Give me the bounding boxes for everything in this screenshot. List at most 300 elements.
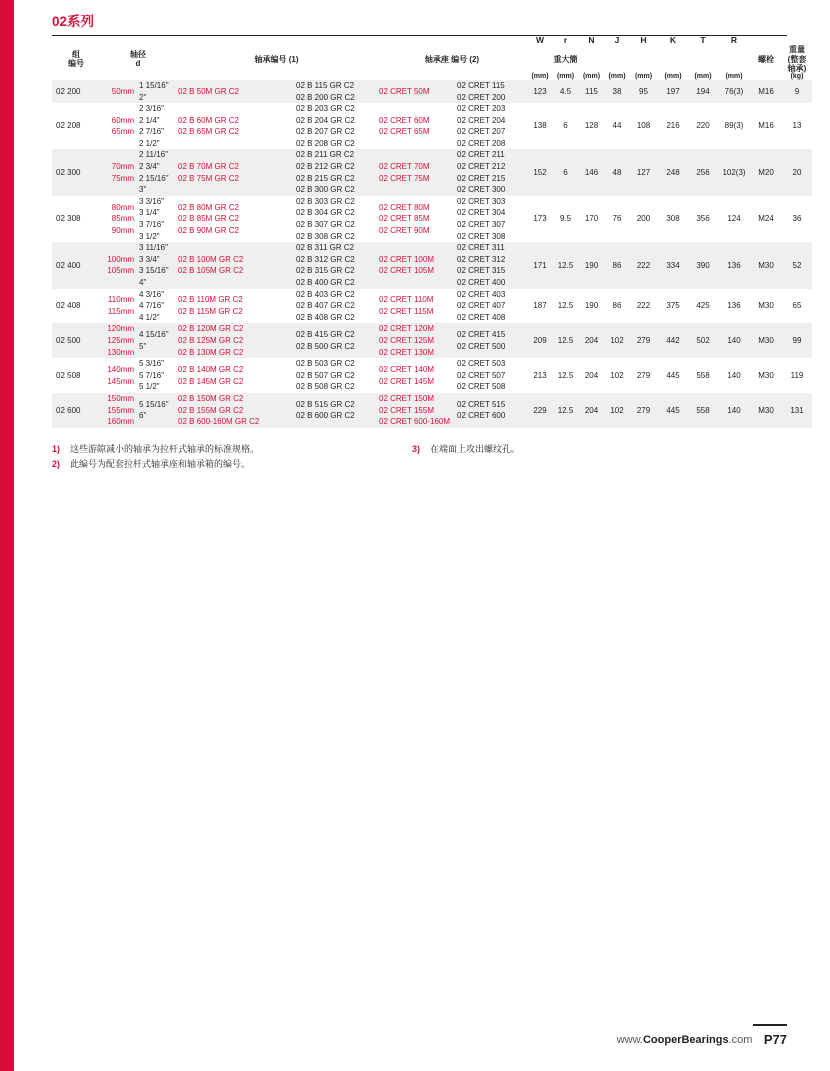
row-housing-number-2 <box>377 289 455 324</box>
row-dim-H-line: 127 <box>636 167 651 177</box>
row-housing-number-1-line: 02 B 303 GR C2 <box>296 196 355 206</box>
row-dim-J-line: 86 <box>612 260 622 270</box>
row-bearing-number-line: 02 B 125M GR C2 <box>178 335 244 345</box>
row-dim-bolt-line: M30 <box>758 370 774 380</box>
row-dim-r-line: 12.5 <box>557 405 574 415</box>
row-bore-mm <box>100 358 136 393</box>
row-bore-mm-line: 90mm <box>111 225 134 235</box>
row-group-number <box>52 103 100 149</box>
row-housing-number-1 <box>294 80 377 103</box>
row-dim-W-line: 213 <box>533 370 547 380</box>
row-dim-r-line: 4.5 <box>559 86 572 96</box>
row-bearing-number-line: 02 B 50M GR C2 <box>178 86 239 96</box>
row-dim-J <box>605 80 629 103</box>
row-dim-H-line: 222 <box>636 301 651 311</box>
row-dim-K <box>658 393 688 428</box>
row-housing-number-3 <box>455 242 527 288</box>
header-J: J <box>614 35 620 45</box>
header-N: N <box>588 35 595 45</box>
row-bore-inch-line: 3 3/4" <box>139 254 160 264</box>
footnotes <box>52 442 787 474</box>
row-bore-mm <box>100 323 136 358</box>
row-dim-H-line: 279 <box>636 405 651 415</box>
row-dim-T-line: 356 <box>696 214 710 224</box>
row-dim-r <box>553 323 578 358</box>
row-dim-T-line: 502 <box>696 335 710 345</box>
row-dim-weight <box>782 393 812 428</box>
row-dim-r-line: 12.5 <box>557 335 574 345</box>
row-housing-number-1-line: 02 B 408 GR C2 <box>296 312 355 322</box>
row-housing-number-3-line: 02 CRET 407 <box>457 301 506 311</box>
row-group-number-line: 02 308 <box>56 214 81 224</box>
row-housing-number-3-line: 02 CRET 415 <box>457 330 506 340</box>
header-T: T <box>700 35 706 45</box>
row-housing-number-1-line: 02 B 204 GR C2 <box>296 115 355 125</box>
row-bore-inch <box>136 289 176 324</box>
row-housing-number-1 <box>294 358 377 393</box>
row-dim-T <box>688 149 718 195</box>
row-dim-r-line: 6 <box>563 121 568 131</box>
row-dim-weight <box>782 358 812 393</box>
row-dim-K <box>658 358 688 393</box>
row-housing-number-1 <box>294 289 377 324</box>
row-bore-inch <box>136 242 176 288</box>
row-dim-W-line: 187 <box>533 301 547 311</box>
row-dim-r-line: 12.5 <box>557 301 574 311</box>
row-housing-number-3 <box>455 103 527 149</box>
row-housing-number-3-line: 02 CRET 307 <box>457 220 506 230</box>
header-H: H <box>640 35 647 45</box>
row-housing-number-1-line: 02 B 312 GR C2 <box>296 254 355 264</box>
row-bore-inch <box>136 80 176 103</box>
row-dim-R <box>718 289 750 324</box>
row-bore-inch-line: 3 7/16" <box>139 220 165 230</box>
row-dim-W <box>527 242 553 288</box>
row-bore-mm-line: 150mm <box>107 393 134 403</box>
row-housing-number-2-line: 02 CRET 50M <box>379 86 430 96</box>
footer-website: www.CooperBearings.com <box>616 1033 753 1046</box>
row-dim-H-line: 200 <box>636 214 651 224</box>
row-dim-H <box>629 103 658 149</box>
row-housing-number-2-line: 02 CRET 130M <box>379 347 434 357</box>
row-housing-number-1-line: 02 B 211 GR C2 <box>296 150 355 160</box>
row-dim-R-line: 140 <box>727 335 741 345</box>
row-dim-J-line: 102 <box>610 335 624 345</box>
header-bolt: 螺栓 <box>758 54 774 64</box>
row-dim-N <box>578 80 605 103</box>
row-housing-number-1-line: 02 B 115 GR C2 <box>296 80 355 90</box>
row-dim-r <box>553 242 578 288</box>
row-bearing-number <box>176 196 294 242</box>
row-dim-J-line: 102 <box>610 370 624 380</box>
row-bearing-number-line: 02 B 130M GR C2 <box>178 347 244 357</box>
row-bearing-number <box>176 242 294 288</box>
row-dim-N <box>578 196 605 242</box>
row-dim-W-line: 123 <box>533 86 547 96</box>
row-dim-R-line: 89(3) <box>724 121 744 131</box>
row-bore-mm-line: 85mm <box>111 214 134 224</box>
row-bearing-number-line: 02 B 150M GR C2 <box>178 393 244 403</box>
row-housing-number-3-line: 02 CRET 308 <box>457 231 506 241</box>
row-housing-number-2-line: 02 CRET 65M <box>379 127 430 137</box>
row-bore-mm-line: 130mm <box>107 347 134 357</box>
row-bore-inch-line: 3 3/16" <box>139 196 165 206</box>
row-housing-number-1-line: 02 B 304 GR C2 <box>296 208 355 218</box>
row-housing-number-1-line: 02 B 403 GR C2 <box>296 289 355 299</box>
row-group-number-line: 02 508 <box>56 370 81 380</box>
row-dim-R <box>718 323 750 358</box>
row-dim-N-line: 146 <box>584 167 599 177</box>
unit-J: (mm) <box>608 72 626 80</box>
row-dim-K <box>658 103 688 149</box>
row-housing-number-3 <box>455 289 527 324</box>
row-bore-mm-line: 60mm <box>111 115 134 125</box>
row-dim-H-line: 108 <box>636 121 651 131</box>
row-bore-mm-line: 140mm <box>107 364 134 374</box>
row-housing-number-3-line: 02 CRET 403 <box>457 289 506 299</box>
row-housing-number-2-line: 02 CRET 140M <box>379 364 434 374</box>
row-housing-number-3-line: 02 CRET 211 <box>457 150 505 160</box>
row-dim-W-line: 152 <box>533 167 547 177</box>
row-housing-number-3-line: 02 CRET 212 <box>457 162 506 172</box>
row-dim-R <box>718 196 750 242</box>
row-housing-number-1-line: 02 B 407 GR C2 <box>296 301 355 311</box>
row-dim-T-line: 256 <box>696 167 710 177</box>
row-bore-inch <box>136 323 176 358</box>
row-dim-weight-line: 99 <box>792 335 802 345</box>
table-body <box>52 80 812 428</box>
row-bearing-number-line: 02 B 155M GR C2 <box>178 405 244 415</box>
footer-page-number: P77 <box>763 1032 787 1048</box>
row-housing-number-2-line: 02 CRET 105M <box>379 266 434 276</box>
row-housing-number-1 <box>294 323 377 358</box>
row-dim-W <box>527 103 553 149</box>
row-bore-mm-line: 65mm <box>111 127 134 137</box>
row-housing-number-1-line: 02 B 500 GR C2 <box>296 341 355 351</box>
row-housing-number-2 <box>377 103 455 149</box>
row-dim-H <box>629 323 658 358</box>
row-bore-inch-line: 4 1/2" <box>139 312 160 322</box>
row-dim-W-line: 209 <box>533 335 547 345</box>
row-dim-K <box>658 149 688 195</box>
row-dim-weight <box>782 289 812 324</box>
row-dim-bolt-line: M30 <box>758 405 774 415</box>
row-housing-number-3-line: 02 CRET 203 <box>457 104 506 114</box>
row-housing-number-3-line: 02 CRET 300 <box>457 185 506 195</box>
row-housing-number-3-line: 02 CRET 303 <box>457 196 506 206</box>
row-dim-T-line: 558 <box>696 405 710 415</box>
row-dim-r-line: 6 <box>563 167 568 177</box>
row-dim-N <box>578 149 605 195</box>
header-r: r <box>563 35 568 45</box>
row-bore-inch-line: 3 15/16" <box>139 266 169 276</box>
row-dim-J-line: 44 <box>612 121 622 131</box>
row-housing-number-1-line: 02 B 215 GR C2 <box>296 173 355 183</box>
row-dim-T <box>688 358 718 393</box>
row-housing-number-1-line: 02 B 200 GR C2 <box>296 92 355 102</box>
row-housing-number-1 <box>294 393 377 428</box>
row-dim-weight <box>782 149 812 195</box>
row-dim-K-line: 197 <box>666 86 680 96</box>
row-dim-H-line: 279 <box>636 335 651 345</box>
row-housing-number-2 <box>377 242 455 288</box>
row-dim-W-line: 229 <box>533 405 547 415</box>
table-row <box>52 80 812 103</box>
row-group-number-line: 02 208 <box>56 121 81 131</box>
row-dim-T <box>688 242 718 288</box>
table-header-main <box>52 45 812 73</box>
row-housing-number-3-line: 02 CRET 408 <box>457 312 506 322</box>
row-bore-inch-line: 2 3/16" <box>139 104 165 114</box>
row-dim-N <box>578 289 605 324</box>
row-bore-mm <box>100 242 136 288</box>
row-dim-r <box>553 149 578 195</box>
row-dim-weight-line: 52 <box>792 260 802 270</box>
row-bore-mm-line: 75mm <box>111 173 134 183</box>
row-dim-R <box>718 103 750 149</box>
row-dim-r <box>553 80 578 103</box>
row-group-number <box>52 80 100 103</box>
row-dim-N <box>578 358 605 393</box>
row-dim-H-line: 95 <box>639 86 648 96</box>
row-bore-inch-line: 2 11/16" <box>139 150 168 160</box>
row-bore-mm <box>100 80 136 103</box>
header-weight-line1: 重量 <box>789 45 805 55</box>
row-dim-weight <box>782 103 812 149</box>
row-housing-number-3 <box>455 393 527 428</box>
table-row <box>52 393 812 428</box>
row-housing-number-1-line: 02 B 208 GR C2 <box>296 138 355 148</box>
row-bore-mm-line: 70mm <box>111 162 134 172</box>
row-bore-mm-line: 115mm <box>107 306 134 316</box>
row-housing-number-2-line: 02 CRET 155M <box>379 405 434 415</box>
row-housing-number-3-line: 02 CRET 508 <box>457 382 506 392</box>
row-dim-T-line: 558 <box>696 370 710 380</box>
row-housing-number-2-line: 02 CRET 120M <box>379 324 434 334</box>
row-bore-mm-line: 110mm <box>107 295 134 305</box>
row-dim-T <box>688 103 718 149</box>
row-bore-mm <box>100 196 136 242</box>
row-bore-mm-line: 80mm <box>111 202 134 212</box>
row-dim-J <box>605 242 629 288</box>
unit-weight: (kg) <box>790 72 804 80</box>
row-dim-bolt <box>750 289 782 324</box>
row-dim-H <box>629 289 658 324</box>
row-group-number <box>52 358 100 393</box>
row-bearing-number <box>176 103 294 149</box>
footnote-2-text: 此编号为配套拉杆式轴承座和轴承箱的编号。 <box>70 459 251 470</box>
row-group-number-line: 02 400 <box>56 260 81 270</box>
row-bore-mm-line: 145mm <box>107 376 134 386</box>
row-dim-bolt-line: M20 <box>758 167 774 177</box>
row-bore-inch-line: 5 15/16" <box>139 399 169 409</box>
row-dim-R-line: 124 <box>727 214 741 224</box>
row-bore-mm-line: 155mm <box>107 405 134 415</box>
row-housing-number-1 <box>294 149 377 195</box>
row-bore-inch-line: 5 3/16" <box>139 359 165 369</box>
row-housing-number-3-line: 02 CRET 208 <box>457 138 506 148</box>
row-bearing-number-line: 02 B 90M GR C2 <box>178 225 239 235</box>
row-housing-number-3-line: 02 CRET 304 <box>457 208 506 218</box>
row-dim-R-line: 136 <box>727 301 741 311</box>
row-dim-N-line: 190 <box>584 260 599 270</box>
row-dim-r <box>553 196 578 242</box>
row-dim-N-line: 115 <box>585 86 598 96</box>
row-housing-number-2-line: 02 CRET 85M <box>379 214 430 224</box>
row-housing-number-1-line: 02 B 307 GR C2 <box>296 220 355 230</box>
row-bore-mm-line: 120mm <box>107 324 134 334</box>
row-dim-bolt-line: M30 <box>758 301 774 311</box>
row-housing-number-1-line: 02 B 507 GR C2 <box>296 370 355 380</box>
row-housing-number-2-line: 02 CRET 90M <box>379 225 430 235</box>
row-housing-number-1-line: 02 B 415 GR C2 <box>296 330 355 340</box>
row-housing-number-2-line: 02 CRET 115M <box>379 306 434 316</box>
row-dim-N-line: 204 <box>584 405 599 415</box>
row-dim-W-line: 173 <box>533 214 547 224</box>
row-group-number <box>52 323 100 358</box>
footnote-3-number: 3) <box>412 443 421 454</box>
row-housing-number-3-line: 02 CRET 312 <box>457 254 506 264</box>
row-dim-K <box>658 289 688 324</box>
table-row <box>52 242 812 288</box>
header-weight-line2: (整套 <box>787 54 807 64</box>
footnote-1-number: 1) <box>52 443 61 454</box>
row-dim-N-line: 204 <box>584 335 599 345</box>
row-dim-W <box>527 323 553 358</box>
row-dim-R-line: 140 <box>727 405 741 415</box>
row-bore-inch-line: 2" <box>139 92 147 102</box>
row-bearing-number-line: 02 B 80M GR C2 <box>178 202 239 212</box>
row-dim-T-line: 390 <box>696 260 710 270</box>
row-dim-T <box>688 323 718 358</box>
row-bore-mm-line: 105mm <box>107 266 134 276</box>
footnote-3-text: 在端面上攻出螺纹孔。 <box>430 443 521 454</box>
row-dim-W <box>527 393 553 428</box>
row-housing-number-1-line: 02 B 508 GR C2 <box>296 382 355 392</box>
row-bearing-number-line: 02 B 140M GR C2 <box>178 364 244 374</box>
row-housing-number-3-line: 02 CRET 515 <box>457 399 506 409</box>
row-dim-K-line: 445 <box>666 370 680 380</box>
header-dim-extra: 重大簡 <box>553 54 578 64</box>
row-group-number-line: 02 600 <box>56 405 81 415</box>
row-dim-bolt-line: M30 <box>758 260 774 270</box>
row-dim-r <box>553 358 578 393</box>
row-housing-number-3-line: 02 CRET 507 <box>457 370 506 380</box>
row-group-number <box>52 289 100 324</box>
row-dim-R <box>718 393 750 428</box>
row-bore-inch-line: 3 1/4" <box>139 208 160 218</box>
header-housing-number: 轴承座 编号 (2) <box>424 54 480 64</box>
row-dim-J-line: 48 <box>612 167 622 177</box>
row-bearing-number-line: 02 B 145M GR C2 <box>178 376 244 386</box>
row-bearing-number-line: 02 B 120M GR C2 <box>178 324 244 334</box>
row-group-number <box>52 242 100 288</box>
row-dim-weight-line: 119 <box>790 370 804 380</box>
row-housing-number-1-line: 02 B 515 GR C2 <box>296 399 355 409</box>
row-dim-bolt <box>750 323 782 358</box>
row-housing-number-3-line: 02 CRET 315 <box>457 266 506 276</box>
footnote-row-2 <box>52 457 787 473</box>
row-dim-T <box>688 196 718 242</box>
row-dim-J <box>605 358 629 393</box>
row-housing-number-1-line: 02 B 600 GR C2 <box>296 411 355 421</box>
row-dim-N <box>578 103 605 149</box>
header-K: K <box>669 35 677 45</box>
table-row <box>52 149 812 195</box>
unit-R: (mm) <box>725 72 743 80</box>
header-bearing-number: 轴承编号 (1) <box>254 54 299 64</box>
row-housing-number-3 <box>455 149 527 195</box>
row-dim-H-line: 279 <box>636 370 651 380</box>
row-bearing-number-line: 02 B 70M GR C2 <box>178 162 239 172</box>
row-dim-W <box>527 289 553 324</box>
row-bore-inch-line: 2 7/16" <box>139 127 165 137</box>
row-dim-N <box>578 323 605 358</box>
row-dim-J-line: 76 <box>612 214 622 224</box>
table-header-units <box>52 73 812 80</box>
row-dim-N <box>578 393 605 428</box>
row-housing-number-3-line: 02 CRET 500 <box>457 341 506 351</box>
row-dim-K-line: 308 <box>666 214 680 224</box>
header-R: R <box>730 35 738 45</box>
row-dim-H <box>629 80 658 103</box>
row-group-number-line: 02 408 <box>56 301 81 311</box>
row-bearing-number <box>176 393 294 428</box>
page-title: 02系列 <box>52 14 95 29</box>
row-dim-R-line: 102(3) <box>722 167 746 177</box>
row-dim-J <box>605 196 629 242</box>
row-housing-number-1-line: 02 B 300 GR C2 <box>296 185 355 195</box>
row-housing-number-3-line: 02 CRET 400 <box>457 278 506 287</box>
row-dim-K-line: 445 <box>666 405 680 415</box>
row-bore-inch <box>136 103 176 149</box>
header-weight-line3: 轴承) <box>787 63 807 73</box>
row-dim-weight-line: 20 <box>792 167 802 177</box>
row-housing-number-3-line: 02 CRET 200 <box>457 92 506 102</box>
row-bearing-number-line: 02 B 105M GR C2 <box>178 266 244 276</box>
row-group-number-line: 02 200 <box>56 86 81 96</box>
row-dim-W-line: 138 <box>533 121 547 131</box>
row-housing-number-1-line: 02 B 212 GR C2 <box>296 162 355 172</box>
header-group-line1: 组 <box>72 49 80 59</box>
row-dim-N <box>578 242 605 288</box>
row-dim-T-line: 220 <box>696 121 710 131</box>
row-housing-number-1-line: 02 B 207 GR C2 <box>296 127 355 137</box>
unit-N: (mm) <box>582 72 601 80</box>
row-housing-number-3 <box>455 80 527 103</box>
row-dim-J-line: 86 <box>612 301 622 311</box>
table-row <box>52 358 812 393</box>
row-dim-K-line: 334 <box>666 260 680 270</box>
page-footer <box>617 1024 787 1049</box>
row-housing-number-2-line: 02 CRET 125M <box>379 335 434 345</box>
row-group-number <box>52 393 100 428</box>
row-bore-inch-line: 3 11/16" <box>139 243 168 253</box>
row-dim-bolt <box>750 196 782 242</box>
row-group-number <box>52 196 100 242</box>
row-housing-number-1-line: 02 B 203 GR C2 <box>296 104 355 114</box>
row-housing-number-2 <box>377 393 455 428</box>
row-dim-H <box>629 149 658 195</box>
row-dim-H <box>629 242 658 288</box>
footnote-1-text: 这些游隙减小的轴承为拉杆式轴承的标准规格。 <box>70 443 260 454</box>
row-dim-T-line: 194 <box>696 86 710 96</box>
row-dim-J <box>605 289 629 324</box>
row-housing-number-2 <box>377 196 455 242</box>
row-bore-inch-line: 5" <box>139 341 147 351</box>
row-housing-number-1-line: 02 B 503 GR C2 <box>296 359 355 369</box>
row-housing-number-3 <box>455 358 527 393</box>
